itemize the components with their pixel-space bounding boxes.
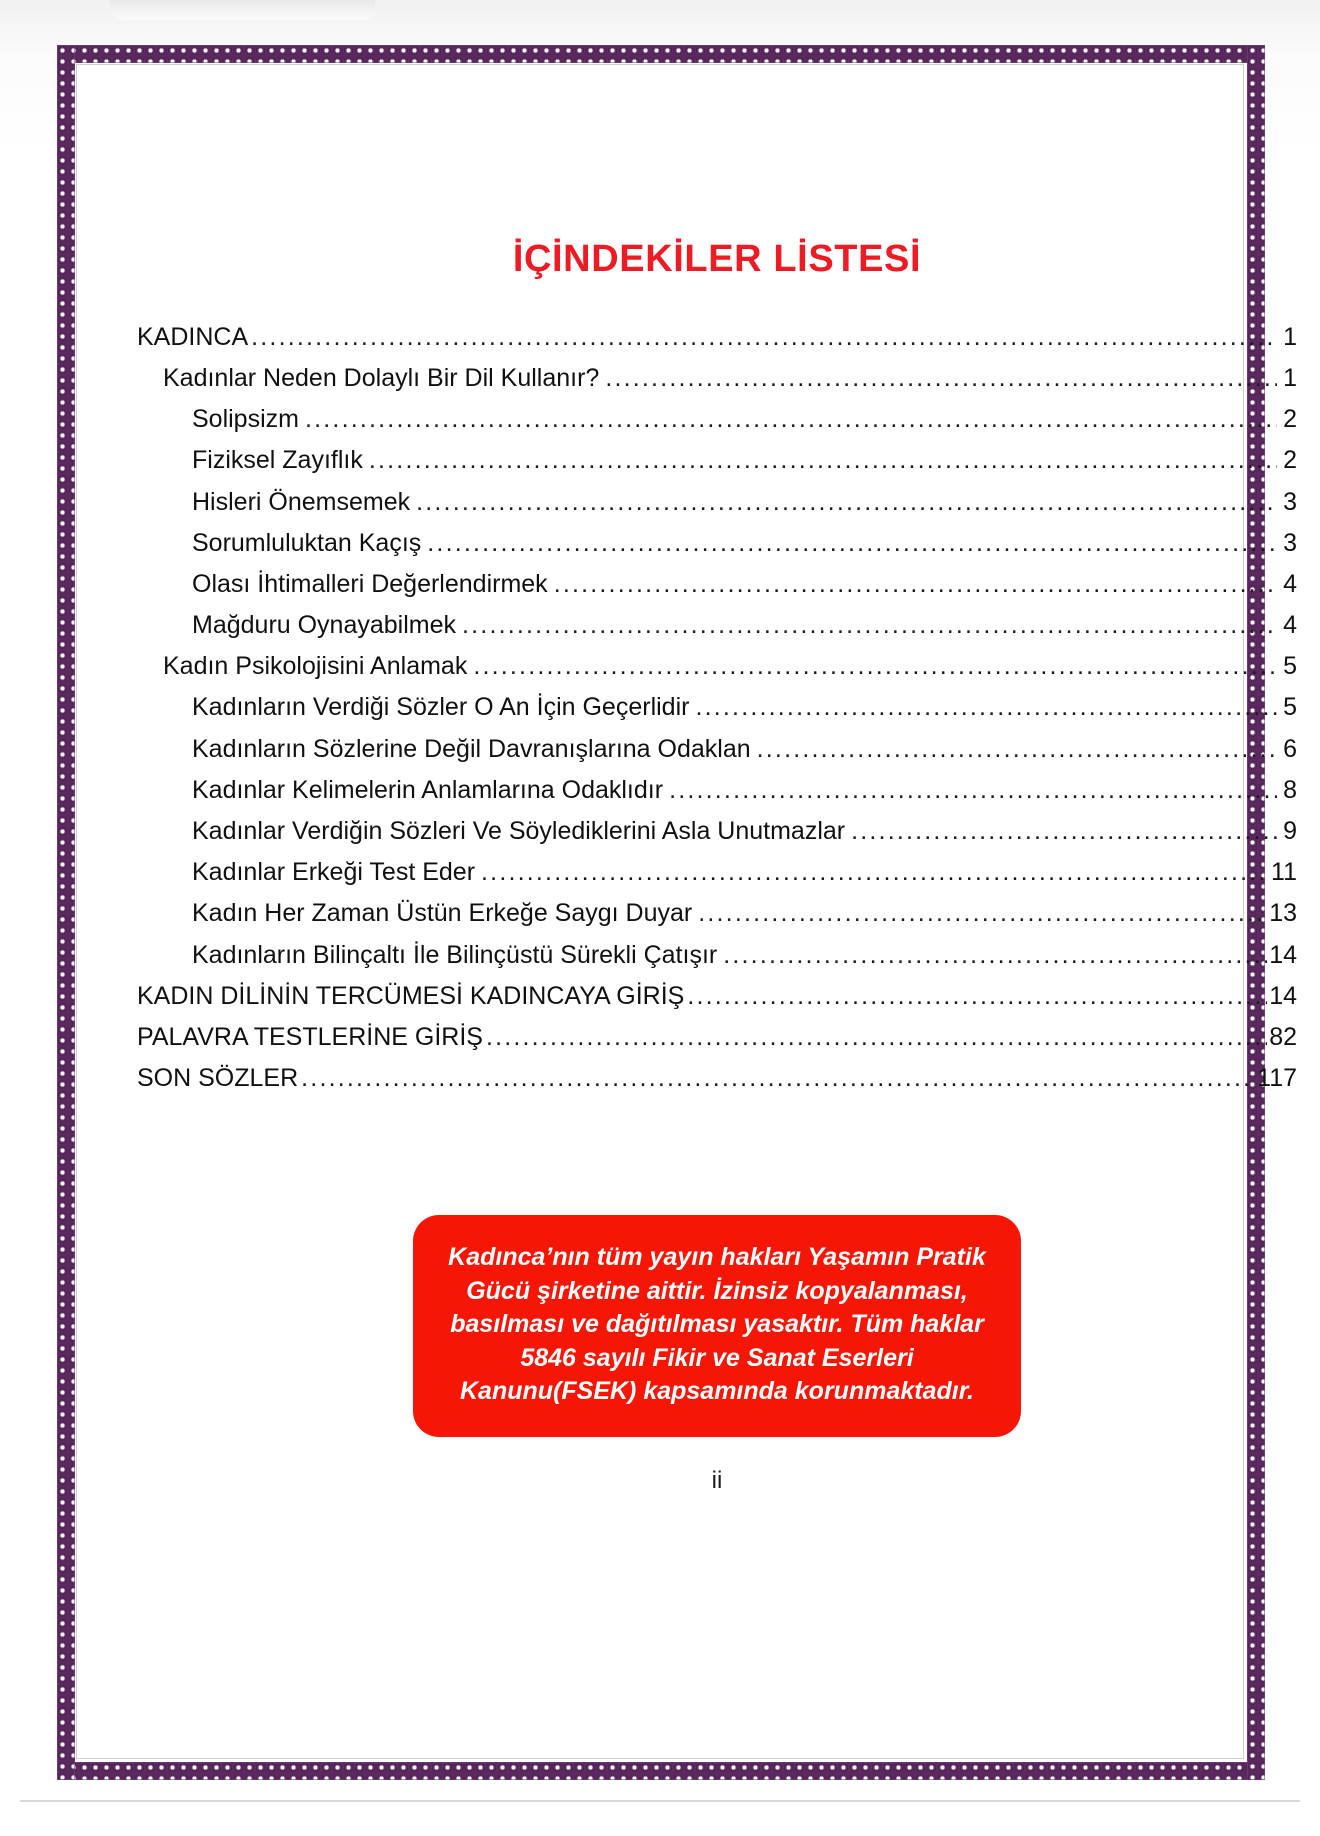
toc-entry-page-number: 3 [1283, 528, 1297, 557]
copyright-notice-wrap [137, 1215, 1297, 1437]
toc-leader-dots [687, 984, 1267, 1009]
toc-entry[interactable] [192, 695, 1297, 736]
toc-leader-dots [554, 572, 1277, 597]
toc-leader-dots [723, 943, 1267, 968]
toc-entry-page-number: 1 [1283, 363, 1297, 392]
toc-leader-dots [251, 325, 1277, 350]
toc-entry-page-number: 3 [1283, 487, 1297, 516]
toc-leader-dots [416, 490, 1277, 515]
page-content [137, 111, 1297, 1806]
toc-entry[interactable] [192, 901, 1297, 942]
toc-entry-page-number: 1 [1283, 322, 1297, 351]
border-band-top-icon [57, 45, 1265, 63]
page-folio-number: ii [711, 1466, 723, 1494]
toc-entry[interactable] [137, 322, 1297, 366]
toc-leader-dots [473, 654, 1277, 679]
toc-entry[interactable] [137, 981, 1297, 1025]
toc-entry-label: Kadın Her Zaman Üstün Erkeğe Saygı Duyar [192, 899, 693, 928]
toc-leader-dots [305, 407, 1277, 432]
toc-entry[interactable] [192, 940, 1297, 984]
table-of-contents [137, 322, 1297, 1108]
toc-entry-label: Olası İhtimalleri Değerlendirmek [192, 569, 548, 598]
toc-entry[interactable] [137, 1066, 1297, 1107]
toc-entry-label: Kadınların Sözlerine Değil Davranışlarına Odaklan [192, 734, 751, 763]
toc-entry-label: PALAVRA TESTLERİNE GİRİŞ [137, 1022, 483, 1051]
toc-entry-label: KADINCA [137, 322, 249, 351]
toc-leader-dots [462, 613, 1277, 638]
toc-entry-page-number: 4 [1283, 611, 1297, 640]
toc-entry-page-number: 4 [1283, 569, 1297, 598]
toc-leader-dots [669, 778, 1277, 803]
toc-leader-dots [481, 860, 1269, 885]
toc-entry-label: Kadınlar Kelimelerin Anlamlarına Odaklıdır [192, 775, 664, 804]
toc-entry[interactable] [192, 613, 1297, 654]
toc-entry[interactable] [192, 448, 1297, 489]
toc-entry-label: Fiziksel Zayıflık [192, 446, 363, 475]
toc-entry[interactable] [163, 654, 1297, 695]
page-top-shadow [110, 0, 375, 20]
border-band-left-icon [57, 45, 75, 1780]
toc-leader-dots [698, 901, 1267, 926]
toc-entry-page-number: 5 [1283, 652, 1297, 681]
toc-entry-label: Kadınlar Neden Dolaylı Bir Dil Kullanır? [163, 363, 600, 392]
toc-entry[interactable] [192, 819, 1297, 860]
decorative-page-border [57, 45, 1297, 1780]
toc-entry-page-number: 14 [1269, 940, 1297, 969]
toc-entry[interactable] [192, 528, 1297, 572]
toc-leader-dots [486, 1025, 1267, 1050]
toc-entry[interactable] [163, 363, 1297, 407]
toc-entry-page-number: 2 [1283, 405, 1297, 434]
toc-entry-label: KADIN DİLİNİN TERCÜMESİ KADINCAYA GİRİŞ [137, 981, 685, 1010]
toc-entry[interactable] [192, 569, 1297, 613]
toc-entry[interactable] [192, 487, 1297, 531]
toc-entry[interactable] [137, 1022, 1297, 1066]
toc-entry-label: Kadınların Bilinçaltı İle Bilinçüstü Sürekli Çatışır [192, 940, 718, 969]
toc-entry-label: Mağduru Oynayabilmek [192, 611, 457, 640]
toc-entry-page-number: 8 [1283, 775, 1297, 804]
toc-entry[interactable] [192, 734, 1297, 778]
toc-leader-dots [427, 531, 1277, 556]
toc-entry-label: Kadınların Verdiği Sözler O An İçin Geçerlidir [192, 693, 690, 722]
toc-entry-label: Kadın Psikolojisini Anlamak [163, 652, 468, 681]
toc-entry-page-number: 117 [1257, 1064, 1297, 1093]
toc-leader-dots [605, 366, 1277, 391]
toc-entry-label: Solipsizm [192, 405, 299, 434]
copyright-notice: Kadınca’nın tüm yayın hakları Yaşamın Pratik Gücü şirketine aittir. İzinsiz kopyalanması, basılması ve dağıtılması yasaktır. Tüm haklar 5846 sayılı Fikir ve Sanat Eserleri Kanunu(FSEK) kapsamında korunmaktadır. [413, 1215, 1021, 1437]
toc-leader-dots [695, 695, 1277, 720]
toc-leader-dots [851, 819, 1277, 844]
toc-leader-dots [369, 448, 1277, 473]
toc-leader-dots [301, 1066, 1255, 1091]
page-title: İÇİNDEKİLER LİSTESİ [512, 238, 922, 280]
toc-entry-page-number: 2 [1283, 446, 1297, 475]
toc-entry-label: SON SÖZLER [137, 1064, 299, 1093]
toc-entry-label: Hisleri Önemsemek [192, 487, 411, 516]
toc-entry[interactable] [192, 775, 1297, 819]
toc-entry-page-number: 9 [1283, 817, 1297, 846]
toc-leader-dots [757, 737, 1277, 762]
toc-entry[interactable] [192, 407, 1297, 448]
toc-entry-page-number: 82 [1269, 1022, 1297, 1051]
toc-entry-page-number: 6 [1283, 734, 1297, 763]
toc-entry[interactable] [192, 860, 1297, 901]
toc-entry-page-number: 13 [1269, 899, 1297, 928]
toc-entry-page-number: 5 [1283, 693, 1297, 722]
toc-entry-page-number: 14 [1269, 981, 1297, 1010]
toc-entry-label: Sorumluluktan Kaçış [192, 528, 422, 557]
toc-entry-label: Kadınlar Erkeği Test Eder [192, 858, 476, 887]
toc-entry-page-number: 11 [1271, 858, 1297, 887]
toc-entry-label: Kadınlar Verdiğin Sözleri Ve Söylediklerini Asla Unutmazlar [192, 817, 846, 846]
